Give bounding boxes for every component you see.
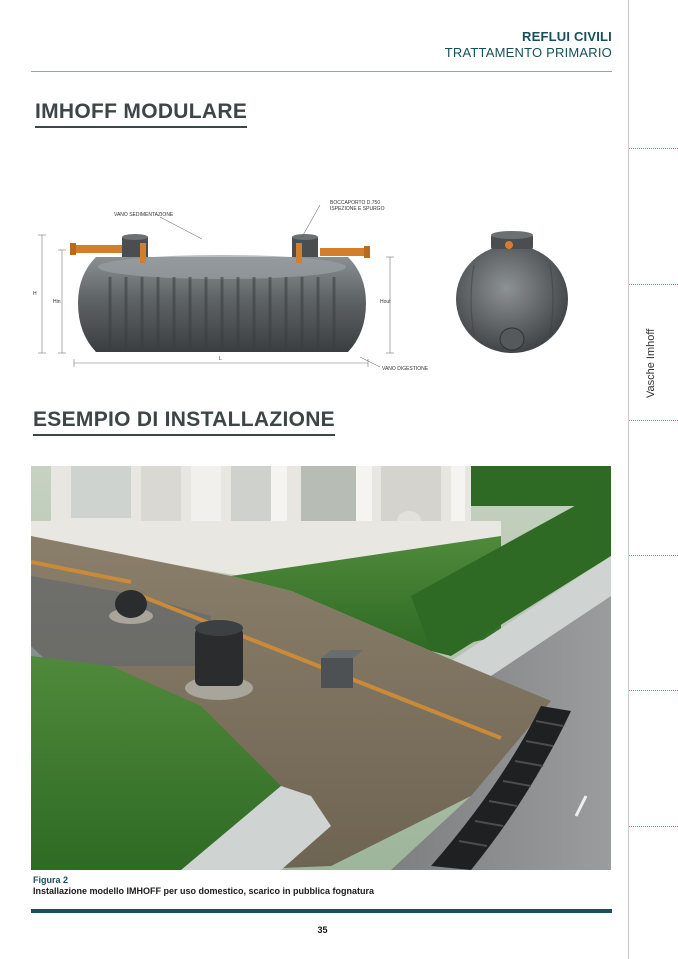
header-category-title: REFLUI CIVILI	[522, 29, 612, 44]
side-rail-divider	[629, 690, 678, 691]
label-ispezione-spurgo: ISPEZIONE E SPURGO	[330, 206, 385, 212]
figure-label: Figura 2	[33, 875, 69, 885]
side-rail-divider	[629, 826, 678, 827]
page-number: 35	[317, 925, 328, 935]
installation-illustration	[31, 466, 611, 870]
footer-bar	[31, 909, 612, 913]
side-tab-label[interactable]: Vasche Imhoff	[645, 328, 657, 398]
label-vano-digestione: VANO DIGESTIONE	[382, 366, 429, 372]
side-rail-border	[628, 0, 629, 959]
label-vano-sedimentazione: VANO SEDIMENTAZIONE	[114, 212, 174, 218]
header-category-subtitle: TRATTAMENTO PRIMARIO	[444, 45, 612, 60]
dim-h-label: H	[33, 291, 37, 297]
section-heading-imhoff-modulare: IMHOFF MODULARE	[35, 100, 247, 128]
dim-hin-label: Hin	[53, 299, 61, 305]
side-rail-divider	[629, 420, 678, 421]
header-divider	[31, 71, 612, 72]
tank-technical-drawing	[30, 195, 590, 375]
dim-l-label: L	[219, 356, 222, 362]
figure-caption: Installazione modello IMHOFF per uso domestico, scarico in pubblica fognatura	[33, 886, 375, 896]
side-rail-divider	[629, 148, 678, 149]
section-heading-esempio-installazione: ESEMPIO DI INSTALLAZIONE	[33, 408, 335, 436]
dim-hout-label: Hout	[380, 299, 391, 305]
side-rail-divider	[629, 284, 678, 285]
side-rail-divider	[629, 555, 678, 556]
label-boccaporto: BOCCAPORTO D.750	[330, 200, 381, 206]
outlet-pipe	[320, 248, 368, 256]
